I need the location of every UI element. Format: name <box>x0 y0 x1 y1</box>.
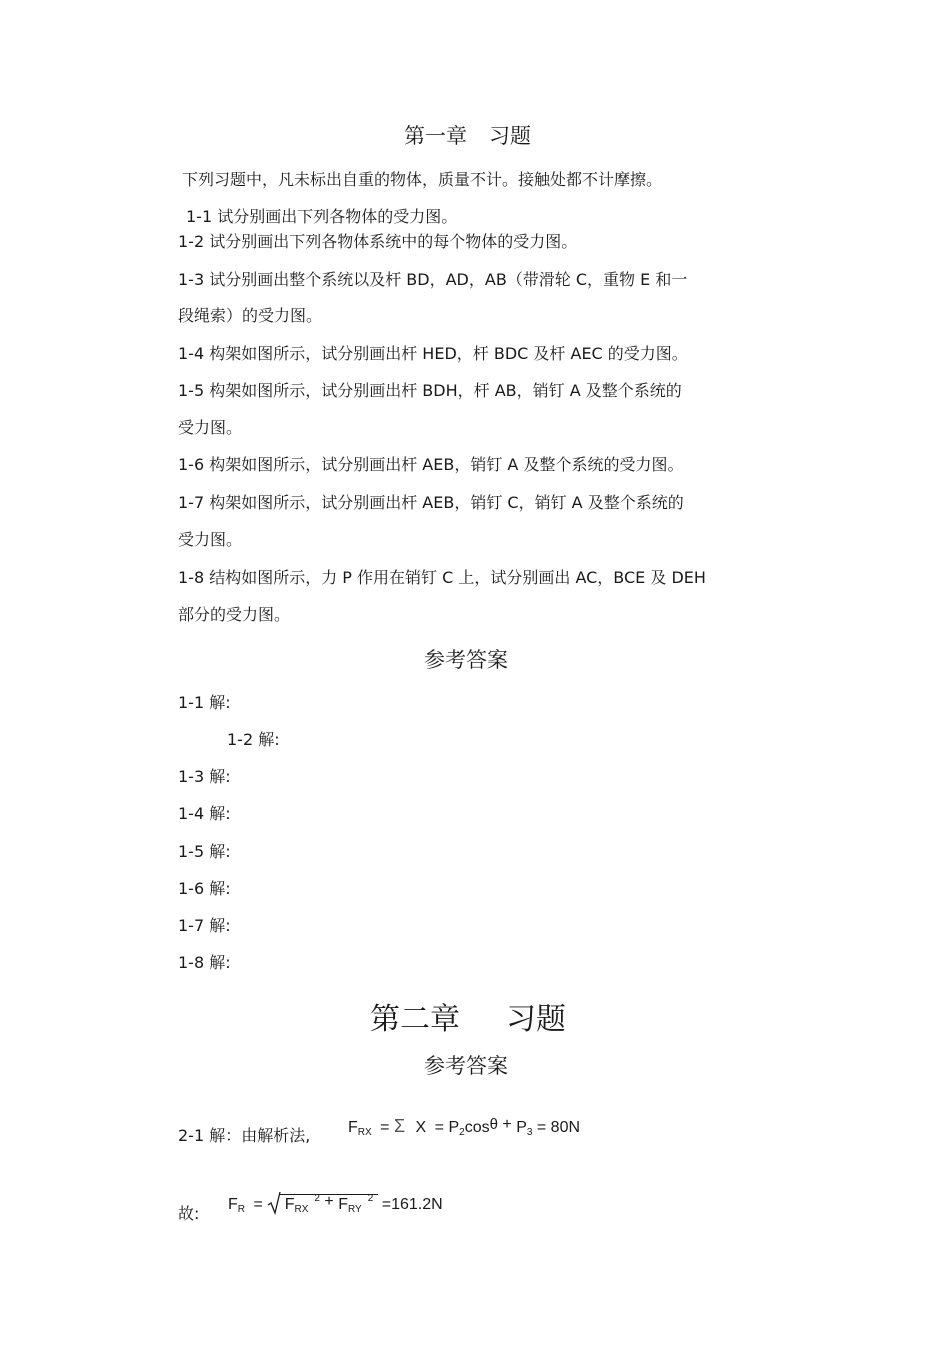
frx-term: F <box>284 1196 295 1213</box>
frx-result: = 80N <box>536 1119 581 1136</box>
fr-result: =161.2N <box>381 1196 443 1213</box>
sqrt-icon <box>267 1193 281 1213</box>
problem-1-3-cont: 段绳索）的受力图。 <box>178 306 323 325</box>
answer-1-3: 1-3 解: <box>178 767 231 786</box>
sqrt-radicand <box>280 1194 377 1213</box>
chapter1-title <box>404 120 531 150</box>
problem-2-1-label: 2-1 解：由解析法, <box>178 1126 311 1145</box>
frx-term-subscript: RX <box>294 1204 309 1215</box>
theta-symbol: θ <box>489 1116 498 1133</box>
fr-plus: + <box>324 1193 334 1210</box>
frx-equals: = <box>380 1119 390 1136</box>
problem-1-1: 1-1 试分别画出下列各物体的受力图。 <box>186 207 458 226</box>
chapter1-answers-heading: 参考答案 <box>424 648 508 672</box>
problem-1-5-cont: 受力图。 <box>178 418 243 437</box>
chapter1-intro: 下列习题中，凡未标出自重的物体，质量不计。接触处都不计摩擦。 <box>182 170 663 189</box>
formula-frx <box>348 1116 580 1138</box>
chapter2-answers-heading: 参考答案 <box>424 1054 508 1078</box>
problem-1-6: 1-6 构架如图所示，试分别画出杆 AEB，销钉 A 及整个系统的受力图。 <box>178 455 684 474</box>
problem-1-7-cont: 受力图。 <box>178 530 243 549</box>
problem-1-3: 1-3 试分别画出整个系统以及杆 BD，AD，AB（带滑轮 C，重物 E 和一 <box>178 270 688 289</box>
fry-term-exponent: 2 <box>367 1193 374 1204</box>
chapter1-title-label: 习题 <box>489 124 531 148</box>
chapter2-title <box>370 994 566 1038</box>
chapter2-title-label: 习题 <box>506 1002 566 1037</box>
gu-label: 故: <box>178 1204 200 1223</box>
answer-1-8: 1-8 解: <box>178 953 231 972</box>
problem-1-4: 1-4 构架如图所示，试分别画出杆 HED，杆 BDC 及杆 AEC 的受力图。 <box>178 344 688 363</box>
frx-symbol: F <box>348 1119 358 1136</box>
p3-subscript: 3 <box>526 1127 533 1138</box>
answer-1-1: 1-1 解: <box>178 693 231 712</box>
fry-term: F <box>338 1196 348 1213</box>
cos-text: cos <box>464 1119 490 1136</box>
answer-1-7: 1-7 解: <box>178 916 231 935</box>
sigma-symbol: Σ <box>393 1116 406 1136</box>
formula-fr <box>228 1193 443 1215</box>
p2-symbol: P <box>448 1119 460 1136</box>
chapter1-title-number: 第一章 <box>404 124 467 148</box>
chapter2-title-number: 第二章 <box>370 1002 460 1037</box>
plus-symbol: + <box>502 1116 512 1133</box>
fr-equals: = <box>253 1196 263 1213</box>
answer-1-2: 1-2 解: <box>227 730 280 749</box>
frx-equals-2: = <box>434 1119 444 1136</box>
problem-1-2: 1-2 试分别画出下列各物体系统中的每个物体的受力图。 <box>178 232 578 251</box>
fr-symbol: F <box>228 1196 238 1213</box>
answer-1-5: 1-5 解: <box>178 842 231 861</box>
answer-1-4: 1-4 解: <box>178 804 231 823</box>
problem-1-5: 1-5 构架如图所示，试分别画出杆 BDH，杆 AB，销钉 A 及整个系统的 <box>178 381 682 400</box>
fr-subscript: R <box>237 1204 246 1215</box>
problem-1-8-cont: 部分的受力图。 <box>178 605 291 624</box>
p2-subscript: 2 <box>459 1127 465 1138</box>
p3-symbol: P <box>516 1119 527 1136</box>
answer-1-6: 1-6 解: <box>178 879 231 898</box>
frx-term-exponent: 2 <box>314 1193 320 1204</box>
problem-1-7: 1-7 构架如图所示，试分别画出杆 AEB，销钉 C，销钉 A 及整个系统的 <box>178 493 684 512</box>
x-symbol: X <box>415 1119 427 1136</box>
problem-1-8: 1-8 结构如图所示，力 P 作用在销钉 C 上，试分别画出 AC，BCE 及 DEH <box>178 568 706 587</box>
fry-term-subscript: RY <box>348 1204 362 1215</box>
frx-subscript: RX <box>357 1127 372 1138</box>
